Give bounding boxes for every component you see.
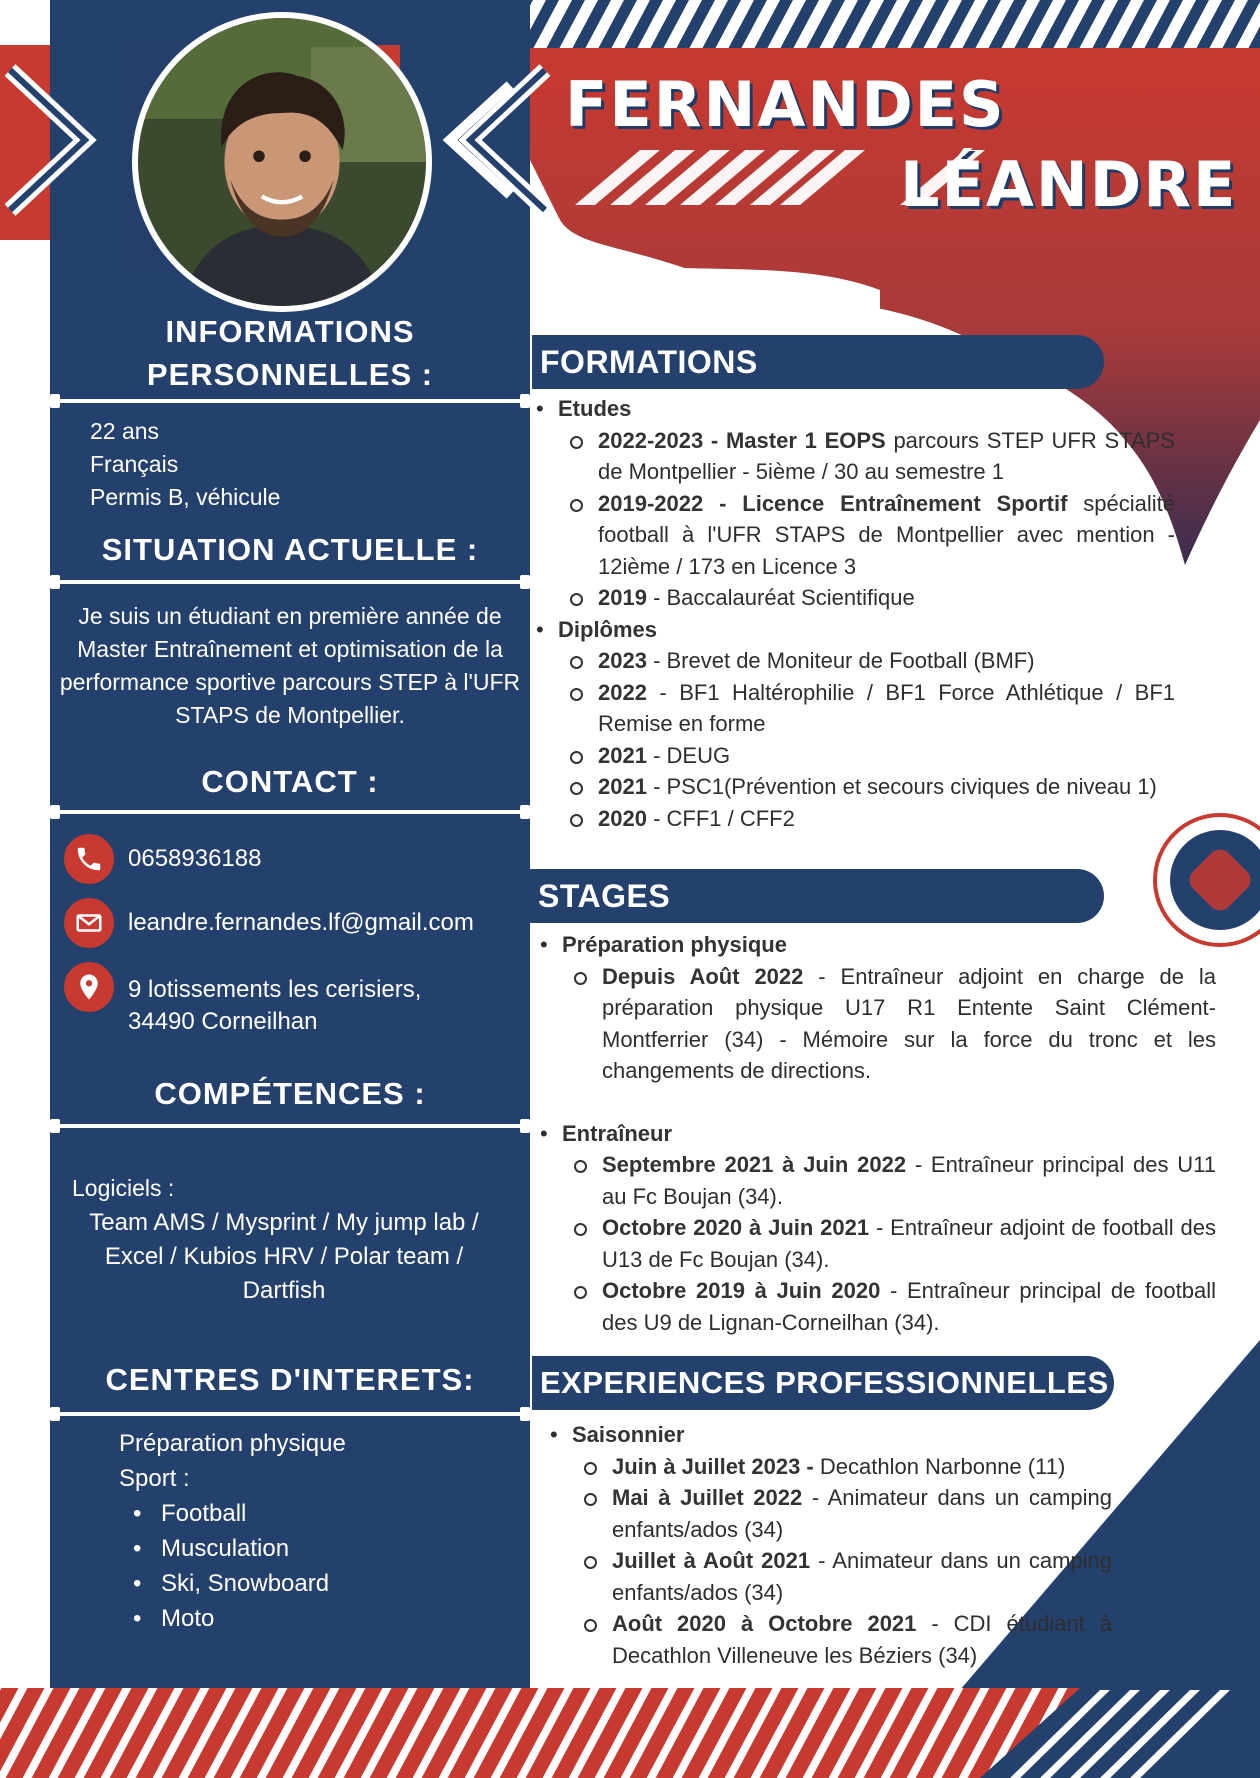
personal-info-list — [90, 415, 280, 514]
divider — [54, 1412, 526, 1416]
address-text — [128, 974, 421, 1038]
experiences-content — [544, 1419, 1112, 1671]
skills-label: Logiciels : — [72, 1175, 175, 1201]
list-item — [534, 929, 1216, 1087]
contact-heading: CONTACT : — [201, 764, 379, 799]
location-pin-icon — [64, 962, 114, 1012]
divider — [54, 810, 526, 814]
list-item: 2022-2023 - Master 1 EOPS parcours STEP UFR STAPS de Montpellier - 5ième / 30 au semestre 1 — [558, 425, 1175, 488]
list-item: Août 2020 à Octobre 2021 - CDI étudiant à Decathlon Villeneuve les Béziers (34) — [572, 1608, 1112, 1671]
divider — [54, 580, 526, 584]
email-address: leandre.fernandes.lf@gmail.com — [128, 909, 474, 936]
list-item: Depuis Août 2022 - Entraîneur adjoint en charge de la préparation physique U17 R1 Entente Saint Clément-Montferrier (34) - Mémoire sur la force du tronc et les changements de directions. — [562, 961, 1216, 1087]
prep-label: Préparation physique — [562, 932, 787, 957]
formations-content — [530, 393, 1175, 834]
profile-photo — [132, 12, 432, 312]
main-content — [530, 0, 1260, 1690]
skills-heading: COMPÉTENCES : — [154, 1076, 426, 1111]
last-name: FERNANDES — [565, 68, 1006, 141]
phone-icon — [64, 834, 114, 884]
etudes-label: Etudes — [558, 396, 632, 421]
phone-number: 0658936188 — [128, 845, 262, 872]
avatar — [138, 18, 426, 306]
first-name: LÉANDRE — [900, 148, 1238, 221]
contact-address — [64, 962, 421, 1038]
list-item: Octobre 2019 à Juin 2020 - Entraîneur principal de football des U9 de Lignan-Corneilhan (34). — [562, 1275, 1216, 1338]
interests-heading: CENTRES D'INTERETS: — [105, 1362, 475, 1397]
experiences-heading: EXPERIENCES PROFESSIONNELLES — [532, 1356, 1114, 1410]
list-item: Juin à Juillet 2023 - Decathlon Narbonne (11) — [572, 1451, 1112, 1483]
divider — [54, 1124, 526, 1128]
list-item: 2022 - BF1 Haltérophilie / BF1 Force Athlétique / BF1 Remise en forme — [558, 677, 1175, 740]
list-item: 2021 - PSC1(Prévention et secours civiques de niveau 1) — [558, 771, 1175, 803]
skills-software: Team AMS / Mysprint / My jump lab / Excel / Kubios HRV / Polar team / Dartfish — [89, 1209, 479, 1304]
list-item: Juillet à Août 2021 - Animateur dans un camping enfants/ados (34) — [572, 1545, 1112, 1608]
list-item: 2021 - DEUG — [558, 740, 1175, 772]
list-item: Octobre 2020 à Juin 2021 - Entraîneur adjoint de football des U13 de Fc Boujan (34). — [562, 1212, 1216, 1275]
interest-intro-1: Préparation physique — [119, 1430, 346, 1457]
stages-content — [534, 929, 1216, 1338]
stages-heading: STAGES — [530, 869, 1104, 923]
list-item: Septembre 2021 à Juin 2022 - Entraîneur principal des U11 au Fc Boujan (34). — [562, 1149, 1216, 1212]
age: 22 ans — [90, 418, 160, 444]
list-item — [530, 393, 1175, 614]
list-item: 2019 - Baccalauréat Scientifique — [558, 582, 1175, 614]
personal-info-heading: INFORMATIONS PERSONNELLES : — [146, 314, 434, 392]
list-item: 2019-2022 - Licence Entraînement Sportif spécialité football à l'UFR STAPS de Montpellier avec mention - 12ième / 173 en Licence 3 — [558, 488, 1175, 583]
list-item: 2020 - CFF1 / CFF2 — [558, 803, 1175, 835]
interests-block — [119, 1426, 346, 1636]
list-item — [530, 614, 1175, 835]
sidebar — [50, 0, 530, 1690]
contact-email[interactable] — [64, 898, 474, 948]
list-item — [544, 1419, 1112, 1671]
contact-phone[interactable] — [64, 834, 261, 884]
list-item: • Football — [119, 1496, 346, 1531]
address-line-2: 34490 Corneilhan — [128, 1008, 318, 1035]
interest-intro-2: Sport : — [119, 1465, 190, 1492]
mail-icon — [64, 898, 114, 948]
situation-text: Je suis un étudiant en première année de Master Entraînement et optimisation de la performance sportive parcours STEP à l'UFR STAPS de Montpellier. — [59, 603, 521, 728]
divider — [54, 399, 526, 403]
list-item: • Moto — [119, 1601, 346, 1636]
nationality: Français — [90, 451, 179, 477]
coach-label: Entraîneur — [562, 1120, 673, 1146]
saisonnier-label: Saisonnier — [572, 1422, 685, 1447]
diplomes-label: Diplômes — [558, 616, 658, 642]
interests-list — [119, 1496, 346, 1636]
list-item: 2023 - Brevet de Moniteur de Football (BMF) — [558, 645, 1175, 677]
list-item: Mai à Juillet 2022 - Animateur dans un camping enfants/ados (34) — [572, 1482, 1112, 1545]
list-item — [534, 1118, 1216, 1339]
situation-heading: SITUATION ACTUELLE : — [101, 532, 479, 567]
list-item: • Musculation — [119, 1531, 346, 1566]
license: Permis B, véhicule — [90, 484, 281, 510]
address-line-1: 9 lotissements les cerisiers, — [128, 976, 422, 1003]
list-item: • Ski, Snowboard — [119, 1566, 346, 1601]
formations-heading: FORMATIONS — [532, 335, 1104, 389]
